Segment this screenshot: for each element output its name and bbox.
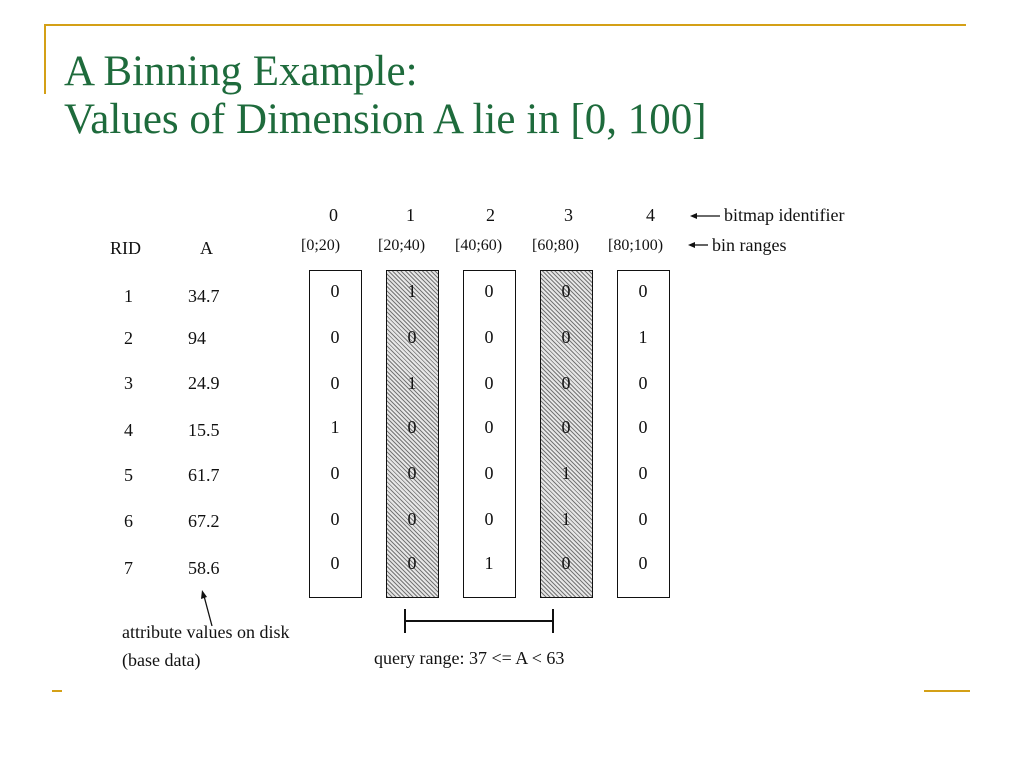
bitmap-bit: 1 bbox=[484, 553, 494, 573]
bitmap-bit: 0 bbox=[407, 509, 417, 529]
bitmap-bit: 0 bbox=[330, 281, 340, 301]
attribute-values-label: attribute values on disk bbox=[122, 622, 290, 642]
bitmap-bit: 1 bbox=[330, 417, 340, 437]
row-rid: 1 bbox=[124, 286, 133, 306]
bitmap-bit: 0 bbox=[484, 373, 494, 393]
bitmap-column-0 bbox=[309, 270, 362, 598]
query-bracket-line bbox=[404, 620, 553, 622]
row-rid: 2 bbox=[124, 328, 133, 348]
bitmap-bit: 1 bbox=[561, 509, 571, 529]
bitmap-bit: 0 bbox=[330, 509, 340, 529]
arrow-left-icon bbox=[688, 242, 708, 248]
bitmap-bit: 0 bbox=[484, 327, 494, 347]
row-a-value: 94 bbox=[188, 328, 206, 348]
row-rid: 5 bbox=[124, 465, 133, 485]
bin-range-2: [40;60) bbox=[455, 237, 503, 254]
bitmap-bit: 0 bbox=[484, 281, 494, 301]
row-a-value: 15.5 bbox=[188, 420, 220, 440]
bin-ranges-label: bin ranges bbox=[712, 235, 787, 255]
row-a-value: 24.9 bbox=[188, 373, 220, 393]
bitmap-column-2 bbox=[463, 270, 516, 598]
row-a-value: 58.6 bbox=[188, 558, 220, 578]
bitmap-bit: 0 bbox=[561, 373, 571, 393]
frame-left-line bbox=[44, 24, 46, 94]
row-rid: 7 bbox=[124, 558, 133, 578]
base-data-label: (base data) bbox=[122, 650, 201, 670]
row-a-value: 67.2 bbox=[188, 511, 220, 531]
bitmap-bit: 0 bbox=[561, 417, 571, 437]
row-a-value: 61.7 bbox=[188, 465, 220, 485]
bitmap-bit: 0 bbox=[407, 463, 417, 483]
bitmap-bit: 0 bbox=[484, 417, 494, 437]
bitmap-bit: 0 bbox=[638, 463, 648, 483]
bitmap-bit: 0 bbox=[561, 553, 571, 573]
title-line-1: A Binning Example: bbox=[64, 48, 418, 95]
bitmap-identifier-2: 2 bbox=[486, 205, 495, 225]
bitmap-bit: 0 bbox=[484, 509, 494, 529]
arrow-left-icon bbox=[690, 213, 720, 219]
rid-header: RID bbox=[110, 238, 141, 258]
bitmap-bit: 0 bbox=[330, 463, 340, 483]
row-rid: 4 bbox=[124, 420, 133, 440]
frame-bottom-left-line bbox=[52, 690, 62, 692]
query-range-label: query range: 37 <= A < 63 bbox=[374, 648, 565, 668]
bitmap-bit: 0 bbox=[330, 373, 340, 393]
bitmap-bit: 0 bbox=[484, 463, 494, 483]
bitmap-bit: 1 bbox=[407, 281, 417, 301]
bitmap-bit: 0 bbox=[407, 553, 417, 573]
bitmap-identifier-4: 4 bbox=[646, 205, 655, 225]
row-rid: 6 bbox=[124, 511, 133, 531]
bitmap-bit: 0 bbox=[638, 553, 648, 573]
bitmap-bit: 0 bbox=[638, 373, 648, 393]
bitmap-bit: 0 bbox=[330, 553, 340, 573]
bitmap-identifier-1: 1 bbox=[406, 205, 415, 225]
slide-title bbox=[64, 48, 707, 144]
frame-top-line bbox=[44, 24, 966, 26]
row-a-value: 34.7 bbox=[188, 286, 220, 306]
row-rid: 3 bbox=[124, 373, 133, 393]
bitmap-bit: 0 bbox=[407, 417, 417, 437]
query-bracket-right bbox=[552, 609, 554, 633]
bitmap-bit: 0 bbox=[407, 327, 417, 347]
bitmap-identifier-3: 3 bbox=[564, 205, 573, 225]
bitmap-identifier-0: 0 bbox=[329, 205, 338, 225]
a-header: A bbox=[200, 238, 213, 258]
bitmap-column-1 bbox=[386, 270, 439, 598]
bin-range-3: [60;80) bbox=[532, 237, 580, 254]
bin-range-4: [80;100) bbox=[608, 237, 664, 254]
bitmap-bit: 0 bbox=[638, 509, 648, 529]
bin-range-0: [0;20) bbox=[301, 237, 341, 254]
bitmap-column-4 bbox=[617, 270, 670, 598]
bitmap-identifier-label: bitmap identifier bbox=[724, 205, 845, 225]
bitmap-bit: 0 bbox=[638, 281, 648, 301]
bitmap-bit: 1 bbox=[561, 463, 571, 483]
bitmap-bit: 0 bbox=[561, 327, 571, 347]
bin-range-1: [20;40) bbox=[378, 237, 426, 254]
frame-bottom-right-line bbox=[924, 690, 970, 692]
bitmap-column-3 bbox=[540, 270, 593, 598]
title-line-2: Values of Dimension A lie in [0, 100] bbox=[64, 96, 707, 143]
bitmap-bit: 0 bbox=[638, 417, 648, 437]
bitmap-bit: 1 bbox=[638, 327, 648, 347]
bitmap-bit: 0 bbox=[330, 327, 340, 347]
bitmap-bit: 0 bbox=[561, 281, 571, 301]
bitmap-bit: 1 bbox=[407, 373, 417, 393]
